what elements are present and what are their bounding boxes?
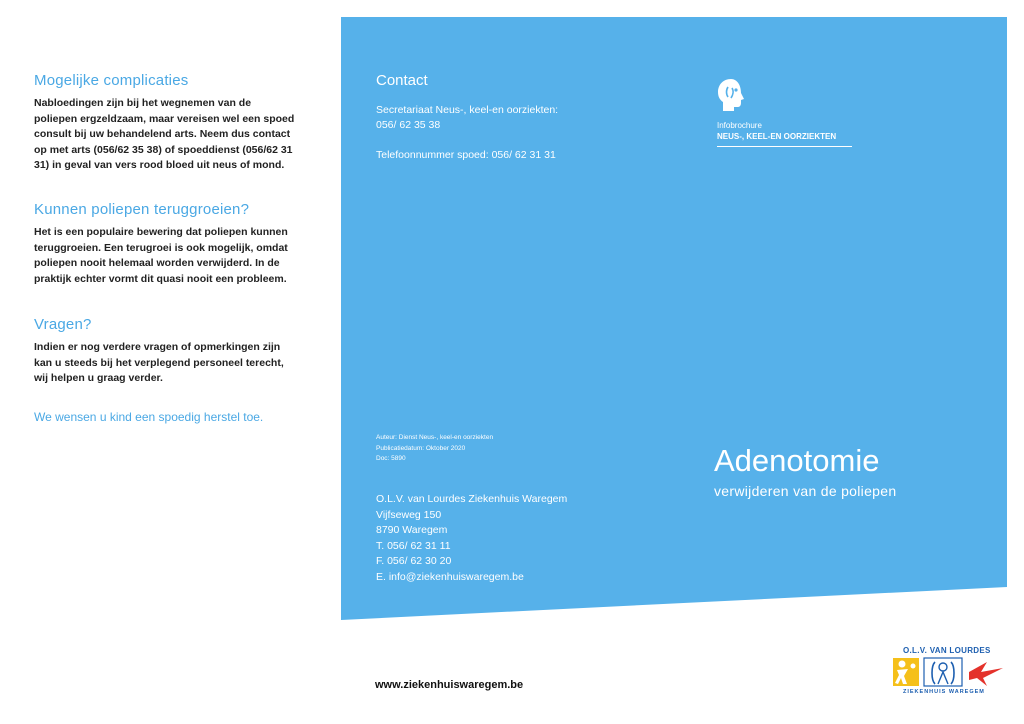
document-title: Adenotomie [714, 443, 880, 478]
meta-author: Auteur: Dienst Neus-, keel-en oorziekten [376, 434, 494, 441]
address-email: E. info@ziekenhuiswaregem.be [376, 570, 524, 583]
text-regrowth: Het is een populaire bewering dat poliepen kunnen teruggroeien. Een terugroei is ook mogelijk, omdat poliepen nooit helemaal worden verwijderd. In de praktijk echter vormt dit quasi nooit een probleem. [34, 226, 288, 285]
logo-figures-icon [891, 656, 1009, 688]
text-questions: Indien er nog verdere vragen of opmerkingen zijn kan u steeds bij het verplegend personeel terecht, wij helpen u graag verder. [34, 341, 284, 384]
document-subtitle: verwijderen van de poliepen [714, 483, 897, 499]
contact-secretariat-phone: 056/ 62 35 38 [376, 119, 441, 131]
address-fax: F. 056/ 62 30 20 [376, 555, 452, 567]
brochure-department: NEUS-, KEEL-EN OORZIEKTEN [717, 132, 852, 147]
logo-bottom-text: ZIEKENHUIS WAREGEM [903, 689, 985, 695]
brochure-type: Infobrochure [717, 121, 762, 130]
closing-wish: We wensen u kind een spoedig herstel toe. [34, 410, 264, 424]
contact-heading: Contact [376, 72, 428, 89]
text-complications: Nabloedingen zijn bij het wegnemen van de poliepen ergzeldzaam, maar vereisen wel een spoed consult bij uw behandelend arts. Neem dus contact op met arts (056/62 35 38) of spoeddienst (056/62 31 31) in geval van vers rood bloed uit neus of mond. [34, 97, 295, 171]
address-phone: T. 056/ 62 31 11 [376, 539, 451, 552]
hospital-address [376, 492, 567, 585]
heading-complications: Mogelijke complicaties [34, 72, 189, 89]
heading-regrowth: Kunnen poliepen teruggroeien? [34, 201, 250, 218]
hospital-logo [891, 646, 1009, 698]
title-block [714, 442, 896, 499]
website-link[interactable]: www.ziekenhuiswaregem.be [375, 679, 524, 691]
contact-block [376, 72, 558, 163]
address-street: Vijfseweg 150 [376, 508, 442, 521]
contact-emergency-phone: Telefoonnummer spoed: 056/ 62 31 31 [376, 149, 556, 161]
meta-doc: Doc: 5890 [376, 455, 406, 462]
brochure-label [717, 78, 852, 147]
section-regrowth [34, 201, 296, 287]
publication-meta [376, 433, 493, 465]
logo-top-text: O.L.V. VAN LOURDES [903, 646, 991, 655]
address-name: O.L.V. van Lourdes Ziekenhuis Waregem [376, 493, 568, 505]
contact-secretariat-label: Secretariaat Neus-, keel-en oorziekten: [376, 104, 559, 116]
heading-questions: Vragen? [34, 316, 92, 333]
section-complications [34, 72, 296, 174]
head-profile-icon [717, 78, 745, 112]
address-city: 8790 Waregem [376, 524, 448, 536]
meta-date: Publicatiedatum: Oktober 2020 [376, 444, 466, 452]
section-questions [34, 316, 296, 387]
